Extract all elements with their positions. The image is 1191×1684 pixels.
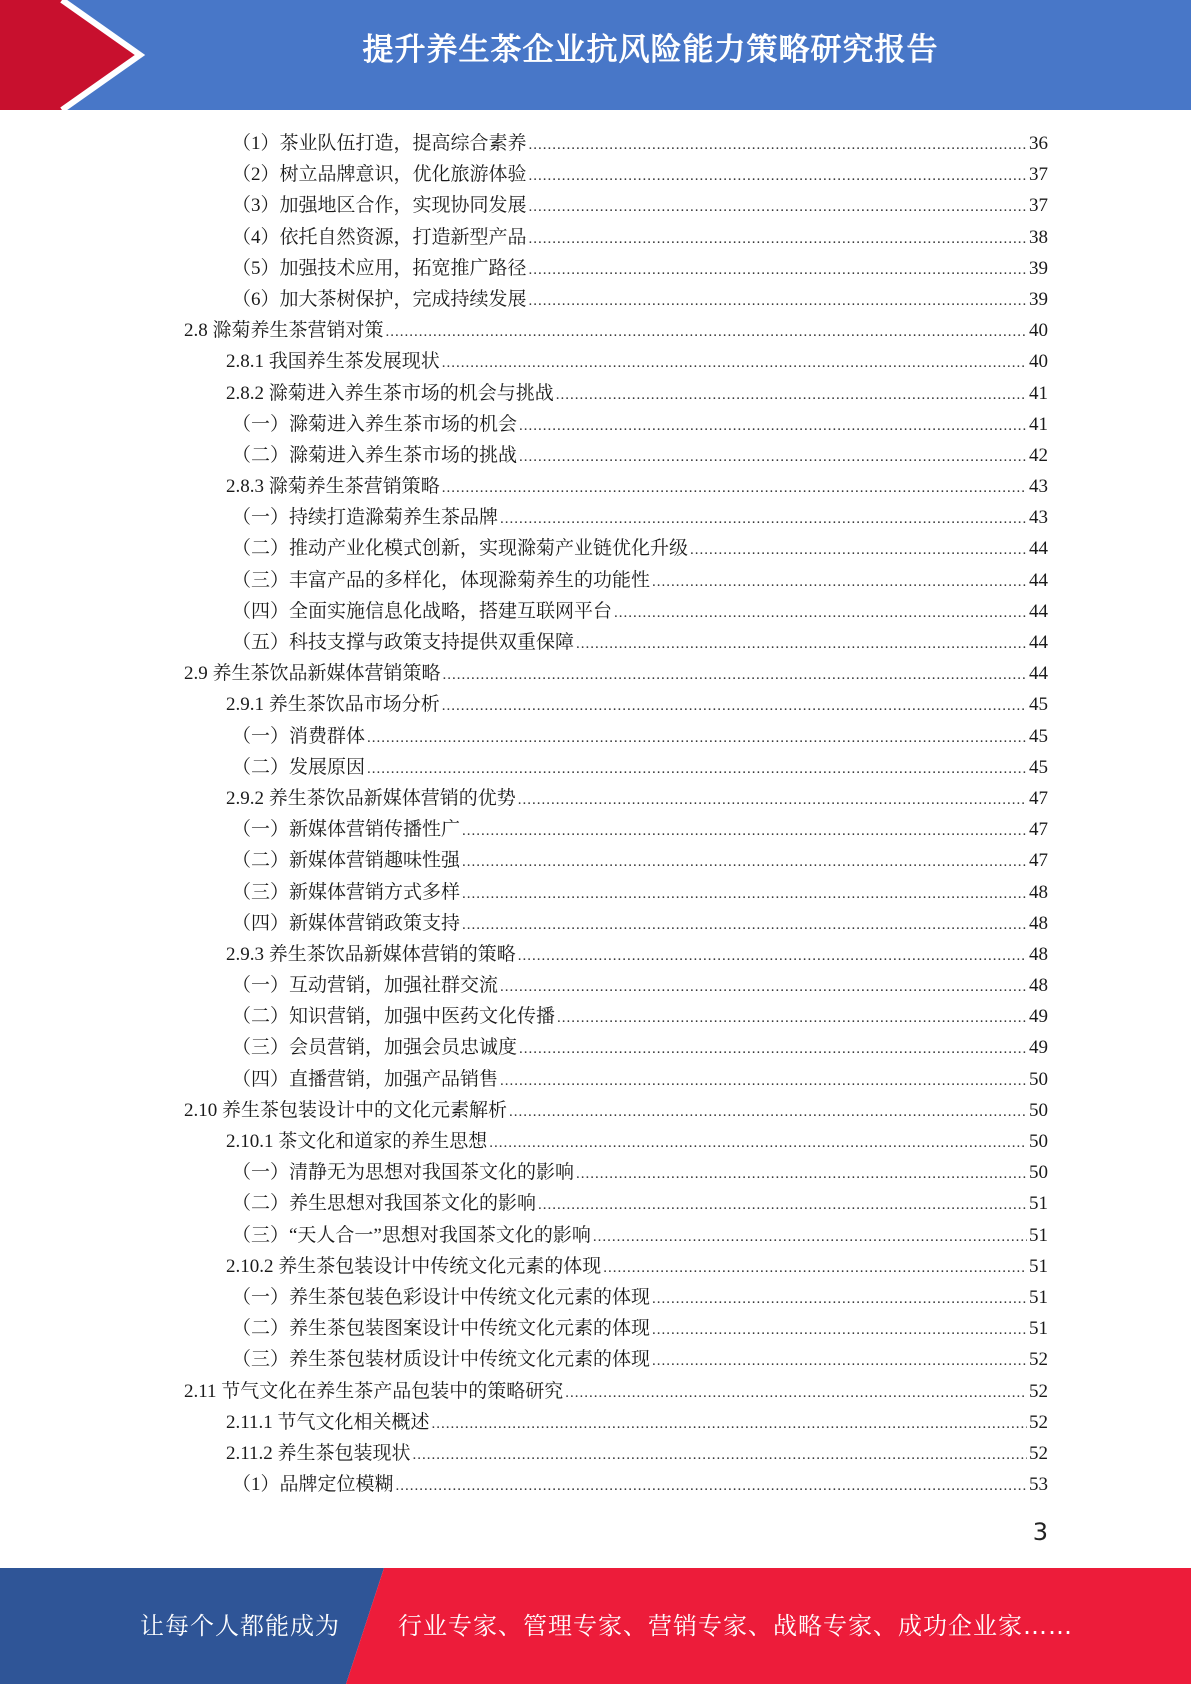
toc-entry-title: （1）品牌定位模糊 <box>232 1474 394 1496</box>
toc-entry-page: 47 <box>1029 819 1048 841</box>
toc-entry-page: 45 <box>1029 725 1048 747</box>
toc-entry-page: 43 <box>1029 507 1048 529</box>
toc-entry-title: 2.9.3 养生茶饮品新媒体营销的策略 <box>226 943 516 965</box>
toc-dot-leader <box>519 1034 1027 1065</box>
toc-entry-page: 41 <box>1029 413 1048 435</box>
toc-entry[interactable] <box>0 970 1191 1001</box>
toc-entry-title: 2.10 养生茶包装设计中的文化元素解析 <box>184 1099 508 1121</box>
toc-dot-leader <box>442 473 1027 504</box>
toc-entry[interactable] <box>0 783 1191 814</box>
toc-entry[interactable] <box>0 222 1191 253</box>
toc-dot-leader <box>500 1066 1027 1097</box>
toc-entry-title: （1）茶业队伍打造，提高综合素养 <box>232 133 527 154</box>
toc-entry[interactable] <box>0 409 1191 440</box>
toc-entry-page: 44 <box>1029 600 1048 622</box>
toc-entry-page: 39 <box>1029 257 1048 279</box>
toc-dot-leader <box>529 286 1027 317</box>
toc-entry-page: 44 <box>1029 663 1048 685</box>
toc-entry-title: （一）新媒体营销传播性广 <box>232 819 461 841</box>
toc-entry-title: 2.9.1 养生茶饮品市场分析 <box>226 694 440 716</box>
toc-entry[interactable] <box>0 596 1191 627</box>
toc-entry-title: 2.9 养生茶饮品新媒体营销策略 <box>184 663 441 685</box>
toc-entry-title: 2.11 节气文化在养生茶产品包装中的策略研究 <box>184 1380 564 1402</box>
toc-entry[interactable] <box>0 939 1191 970</box>
toc-entry[interactable] <box>0 1095 1191 1126</box>
toc-entry-page: 48 <box>1029 912 1048 934</box>
table-of-contents <box>0 128 1191 1500</box>
toc-entry-title: 2.8.1 我国养生茶发展现状 <box>226 351 440 373</box>
toc-dot-leader <box>386 317 1027 348</box>
toc-entry-title: （一）互动营销，加强社群交流 <box>232 975 499 997</box>
document-title: 提升养生茶企业抗风险能力策略研究报告 <box>362 32 939 68</box>
toc-entry[interactable] <box>0 502 1191 533</box>
toc-entry[interactable] <box>0 1251 1191 1282</box>
toc-dot-leader <box>489 1128 1027 1159</box>
toc-dot-leader <box>529 130 1027 161</box>
toc-entry-title: （二）新媒体营销趣味性强 <box>232 850 461 872</box>
toc-entry-page: 48 <box>1029 975 1048 997</box>
toc-entry[interactable] <box>0 1001 1191 1032</box>
toc-dot-leader <box>462 847 1027 878</box>
toc-dot-leader <box>518 785 1027 816</box>
footer-slogan-left: 让每个人都能成为 <box>140 1612 340 1640</box>
toc-entry-page: 47 <box>1029 787 1048 809</box>
toc-entry-page: 42 <box>1029 444 1048 466</box>
toc-entry[interactable] <box>0 1469 1191 1500</box>
toc-entry-page: 43 <box>1029 476 1048 498</box>
toc-dot-leader <box>462 879 1027 910</box>
toc-entry[interactable] <box>0 378 1191 409</box>
toc-entry[interactable] <box>0 845 1191 876</box>
toc-entry-page: 36 <box>1029 133 1048 154</box>
toc-entry[interactable] <box>0 346 1191 377</box>
toc-entry-page: 50 <box>1029 1068 1048 1090</box>
toc-dot-leader <box>652 1315 1027 1346</box>
toc-entry-title: （三）丰富产品的多样化，体现滁菊养生的功能性 <box>232 569 651 591</box>
toc-entry-title: 2.10.2 养生茶包装设计中传统文化元素的体现 <box>226 1255 602 1277</box>
toc-dot-leader <box>443 660 1027 691</box>
toc-entry[interactable] <box>0 689 1191 720</box>
toc-entry[interactable] <box>0 190 1191 221</box>
toc-dot-leader <box>396 1471 1027 1502</box>
toc-dot-leader <box>593 1222 1027 1253</box>
toc-dot-leader <box>557 1003 1027 1034</box>
toc-entry[interactable] <box>0 1157 1191 1188</box>
toc-entry-title: （四）全面实施信息化战略，搭建互联网平台 <box>232 600 613 622</box>
footer-slogan-right: 行业专家、管理专家、营销专家、战略专家、成功企业家…… <box>398 1612 1073 1640</box>
toc-entry[interactable] <box>0 1282 1191 1313</box>
toc-entry-page: 51 <box>1029 1255 1048 1277</box>
toc-dot-leader <box>432 1409 1027 1440</box>
toc-entry-page: 39 <box>1029 288 1048 310</box>
toc-entry-title: （二）发展原因 <box>232 756 366 778</box>
toc-dot-leader <box>442 348 1027 379</box>
toc-entry[interactable] <box>0 721 1191 752</box>
toc-dot-leader <box>652 1346 1027 1377</box>
toc-dot-leader <box>529 255 1027 286</box>
toc-entry-page: 48 <box>1029 881 1048 903</box>
toc-entry-page: 52 <box>1029 1411 1048 1433</box>
toc-entry-title: 2.8.2 滁菊进入养生茶市场的机会与挑战 <box>226 382 554 404</box>
toc-entry[interactable] <box>0 253 1191 284</box>
toc-entry-title: （二）推动产业化模式创新，实现滁菊产业链优化升级 <box>232 538 689 560</box>
toc-entry[interactable] <box>0 752 1191 783</box>
toc-dot-leader <box>500 504 1027 535</box>
toc-entry-title: （6）加大茶树保护，完成持续发展 <box>232 288 527 310</box>
toc-entry-title: （4）依托自然资源，打造新型产品 <box>232 226 527 248</box>
toc-dot-leader <box>565 1378 1027 1409</box>
toc-entry-page: 37 <box>1029 164 1048 186</box>
toc-dot-leader <box>519 442 1027 473</box>
toc-entry-title: （二）滁菊进入养生茶市场的挑战 <box>232 444 518 466</box>
toc-entry[interactable] <box>0 565 1191 596</box>
toc-entry[interactable] <box>0 440 1191 471</box>
toc-dot-leader <box>518 941 1027 972</box>
toc-entry-title: （二）知识营销，加强中医药文化传播 <box>232 1006 556 1028</box>
toc-entry-title: 2.11.1 节气文化相关概述 <box>226 1411 430 1433</box>
toc-entry-title: （二）养生茶包装图案设计中传统文化元素的体现 <box>232 1318 651 1340</box>
toc-dot-leader <box>367 754 1027 785</box>
toc-entry-title: （一）持续打造滁菊养生茶品牌 <box>232 507 499 529</box>
toc-dot-leader <box>538 1190 1027 1221</box>
toc-entry-page: 40 <box>1029 351 1048 373</box>
toc-dot-leader <box>603 1253 1027 1284</box>
toc-entry[interactable] <box>0 1313 1191 1344</box>
toc-entry-title: （5）加强技术应用，拓宽推广路径 <box>232 257 527 279</box>
toc-entry-page: 47 <box>1029 850 1048 872</box>
toc-entry[interactable] <box>0 128 1191 159</box>
toc-entry-page: 40 <box>1029 320 1048 342</box>
toc-entry-page: 45 <box>1029 756 1048 778</box>
toc-entry-page: 41 <box>1029 382 1048 404</box>
toc-entry-page: 49 <box>1029 1037 1048 1059</box>
toc-dot-leader <box>462 816 1027 847</box>
toc-entry-title: （一）滁菊进入养生茶市场的机会 <box>232 413 518 435</box>
toc-entry-page: 49 <box>1029 1006 1048 1028</box>
toc-dot-leader <box>509 1097 1027 1128</box>
toc-dot-leader <box>576 629 1027 660</box>
toc-entry[interactable] <box>0 1064 1191 1095</box>
toc-entry-page: 44 <box>1029 632 1048 653</box>
toc-dot-leader <box>652 1284 1027 1315</box>
toc-entry-page: 50 <box>1029 1162 1048 1184</box>
header-chevron-decoration <box>0 0 160 110</box>
toc-entry-page: 48 <box>1029 943 1048 965</box>
toc-entry-title: （三）“天人合一”思想对我国茶文化的影响 <box>232 1224 591 1246</box>
toc-dot-leader <box>500 972 1027 1003</box>
toc-entry-title: （五）科技支撑与政策支持提供双重保障 <box>232 632 575 653</box>
toc-entry-title: 2.8.3 滁菊养生茶营销策略 <box>226 476 440 498</box>
toc-entry[interactable] <box>0 908 1191 939</box>
toc-entry[interactable] <box>0 315 1191 346</box>
toc-entry[interactable] <box>0 1032 1191 1063</box>
toc-entry[interactable] <box>0 877 1191 908</box>
page-header <box>0 0 1191 110</box>
toc-entry-page: 51 <box>1029 1286 1048 1308</box>
toc-dot-leader <box>576 1159 1027 1190</box>
toc-entry[interactable] <box>0 471 1191 502</box>
page-number: 3 <box>1032 1518 1048 1546</box>
toc-dot-leader <box>413 1440 1027 1471</box>
toc-entry-title: （三）新媒体营销方式多样 <box>232 881 461 903</box>
toc-entry-title: （四）直播营销，加强产品销售 <box>232 1068 499 1090</box>
toc-entry-title: （3）加强地区合作，实现协同发展 <box>232 195 527 217</box>
toc-entry-title: （一）清静无为思想对我国茶文化的影响 <box>232 1162 575 1184</box>
toc-entry-title: （四）新媒体营销政策支持 <box>232 912 461 934</box>
toc-entry-page: 44 <box>1029 569 1048 591</box>
toc-entry-title: （三）养生茶包装材质设计中传统文化元素的体现 <box>232 1349 651 1371</box>
chevron-red-shape <box>0 0 140 110</box>
toc-entry[interactable] <box>0 1376 1191 1407</box>
page-footer <box>0 1568 1191 1684</box>
toc-entry[interactable] <box>0 284 1191 315</box>
toc-entry-page: 50 <box>1029 1099 1048 1121</box>
toc-dot-leader <box>519 411 1027 442</box>
toc-entry[interactable] <box>0 1407 1191 1438</box>
toc-entry-page: 44 <box>1029 538 1048 560</box>
toc-entry-page: 50 <box>1029 1131 1048 1152</box>
toc-entry[interactable] <box>0 1438 1191 1469</box>
toc-entry-title: 2.9.2 养生茶饮品新媒体营销的优势 <box>226 787 516 809</box>
toc-entry-title: （一）消费群体 <box>232 725 366 747</box>
toc-entry-page: 51 <box>1029 1318 1048 1340</box>
toc-entry-title: 2.11.2 养生茶包装现状 <box>226 1442 411 1464</box>
toc-dot-leader <box>529 224 1027 255</box>
toc-entry[interactable] <box>0 1220 1191 1251</box>
toc-dot-leader <box>529 192 1027 223</box>
toc-entry-title: （二）养生思想对我国茶文化的影响 <box>232 1193 537 1215</box>
toc-entry[interactable] <box>0 627 1191 658</box>
toc-entry-page: 51 <box>1029 1193 1048 1215</box>
toc-entry[interactable] <box>0 159 1191 190</box>
toc-entry-title: 2.10.1 茶文化和道家的养生思想 <box>226 1131 488 1152</box>
toc-entry[interactable] <box>0 1188 1191 1219</box>
toc-entry-title: （一）养生茶包装色彩设计中传统文化元素的体现 <box>232 1286 651 1308</box>
toc-entry[interactable] <box>0 1126 1191 1157</box>
toc-entry[interactable] <box>0 658 1191 689</box>
toc-entry[interactable] <box>0 814 1191 845</box>
toc-entry-page: 52 <box>1029 1442 1048 1464</box>
toc-entry-page: 52 <box>1029 1349 1048 1371</box>
toc-entry-page: 38 <box>1029 226 1048 248</box>
toc-entry-page: 37 <box>1029 195 1048 217</box>
toc-entry[interactable] <box>0 533 1191 564</box>
toc-entry[interactable] <box>0 1344 1191 1375</box>
toc-entry-page: 52 <box>1029 1380 1048 1402</box>
toc-dot-leader <box>690 535 1027 566</box>
toc-entry-page: 53 <box>1029 1474 1048 1496</box>
toc-dot-leader <box>442 691 1027 722</box>
toc-dot-leader <box>614 598 1027 629</box>
toc-dot-leader <box>367 723 1027 754</box>
toc-entry-title: （三）会员营销，加强会员忠诚度 <box>232 1037 518 1059</box>
toc-dot-leader <box>462 910 1027 941</box>
toc-entry-title: 2.8 滁菊养生茶营销对策 <box>184 320 384 342</box>
toc-dot-leader <box>529 161 1027 192</box>
toc-dot-leader <box>652 567 1027 598</box>
toc-dot-leader <box>556 380 1027 411</box>
toc-entry-page: 45 <box>1029 694 1048 716</box>
toc-entry-page: 51 <box>1029 1224 1048 1246</box>
toc-entry-title: （2）树立品牌意识，优化旅游体验 <box>232 164 527 186</box>
